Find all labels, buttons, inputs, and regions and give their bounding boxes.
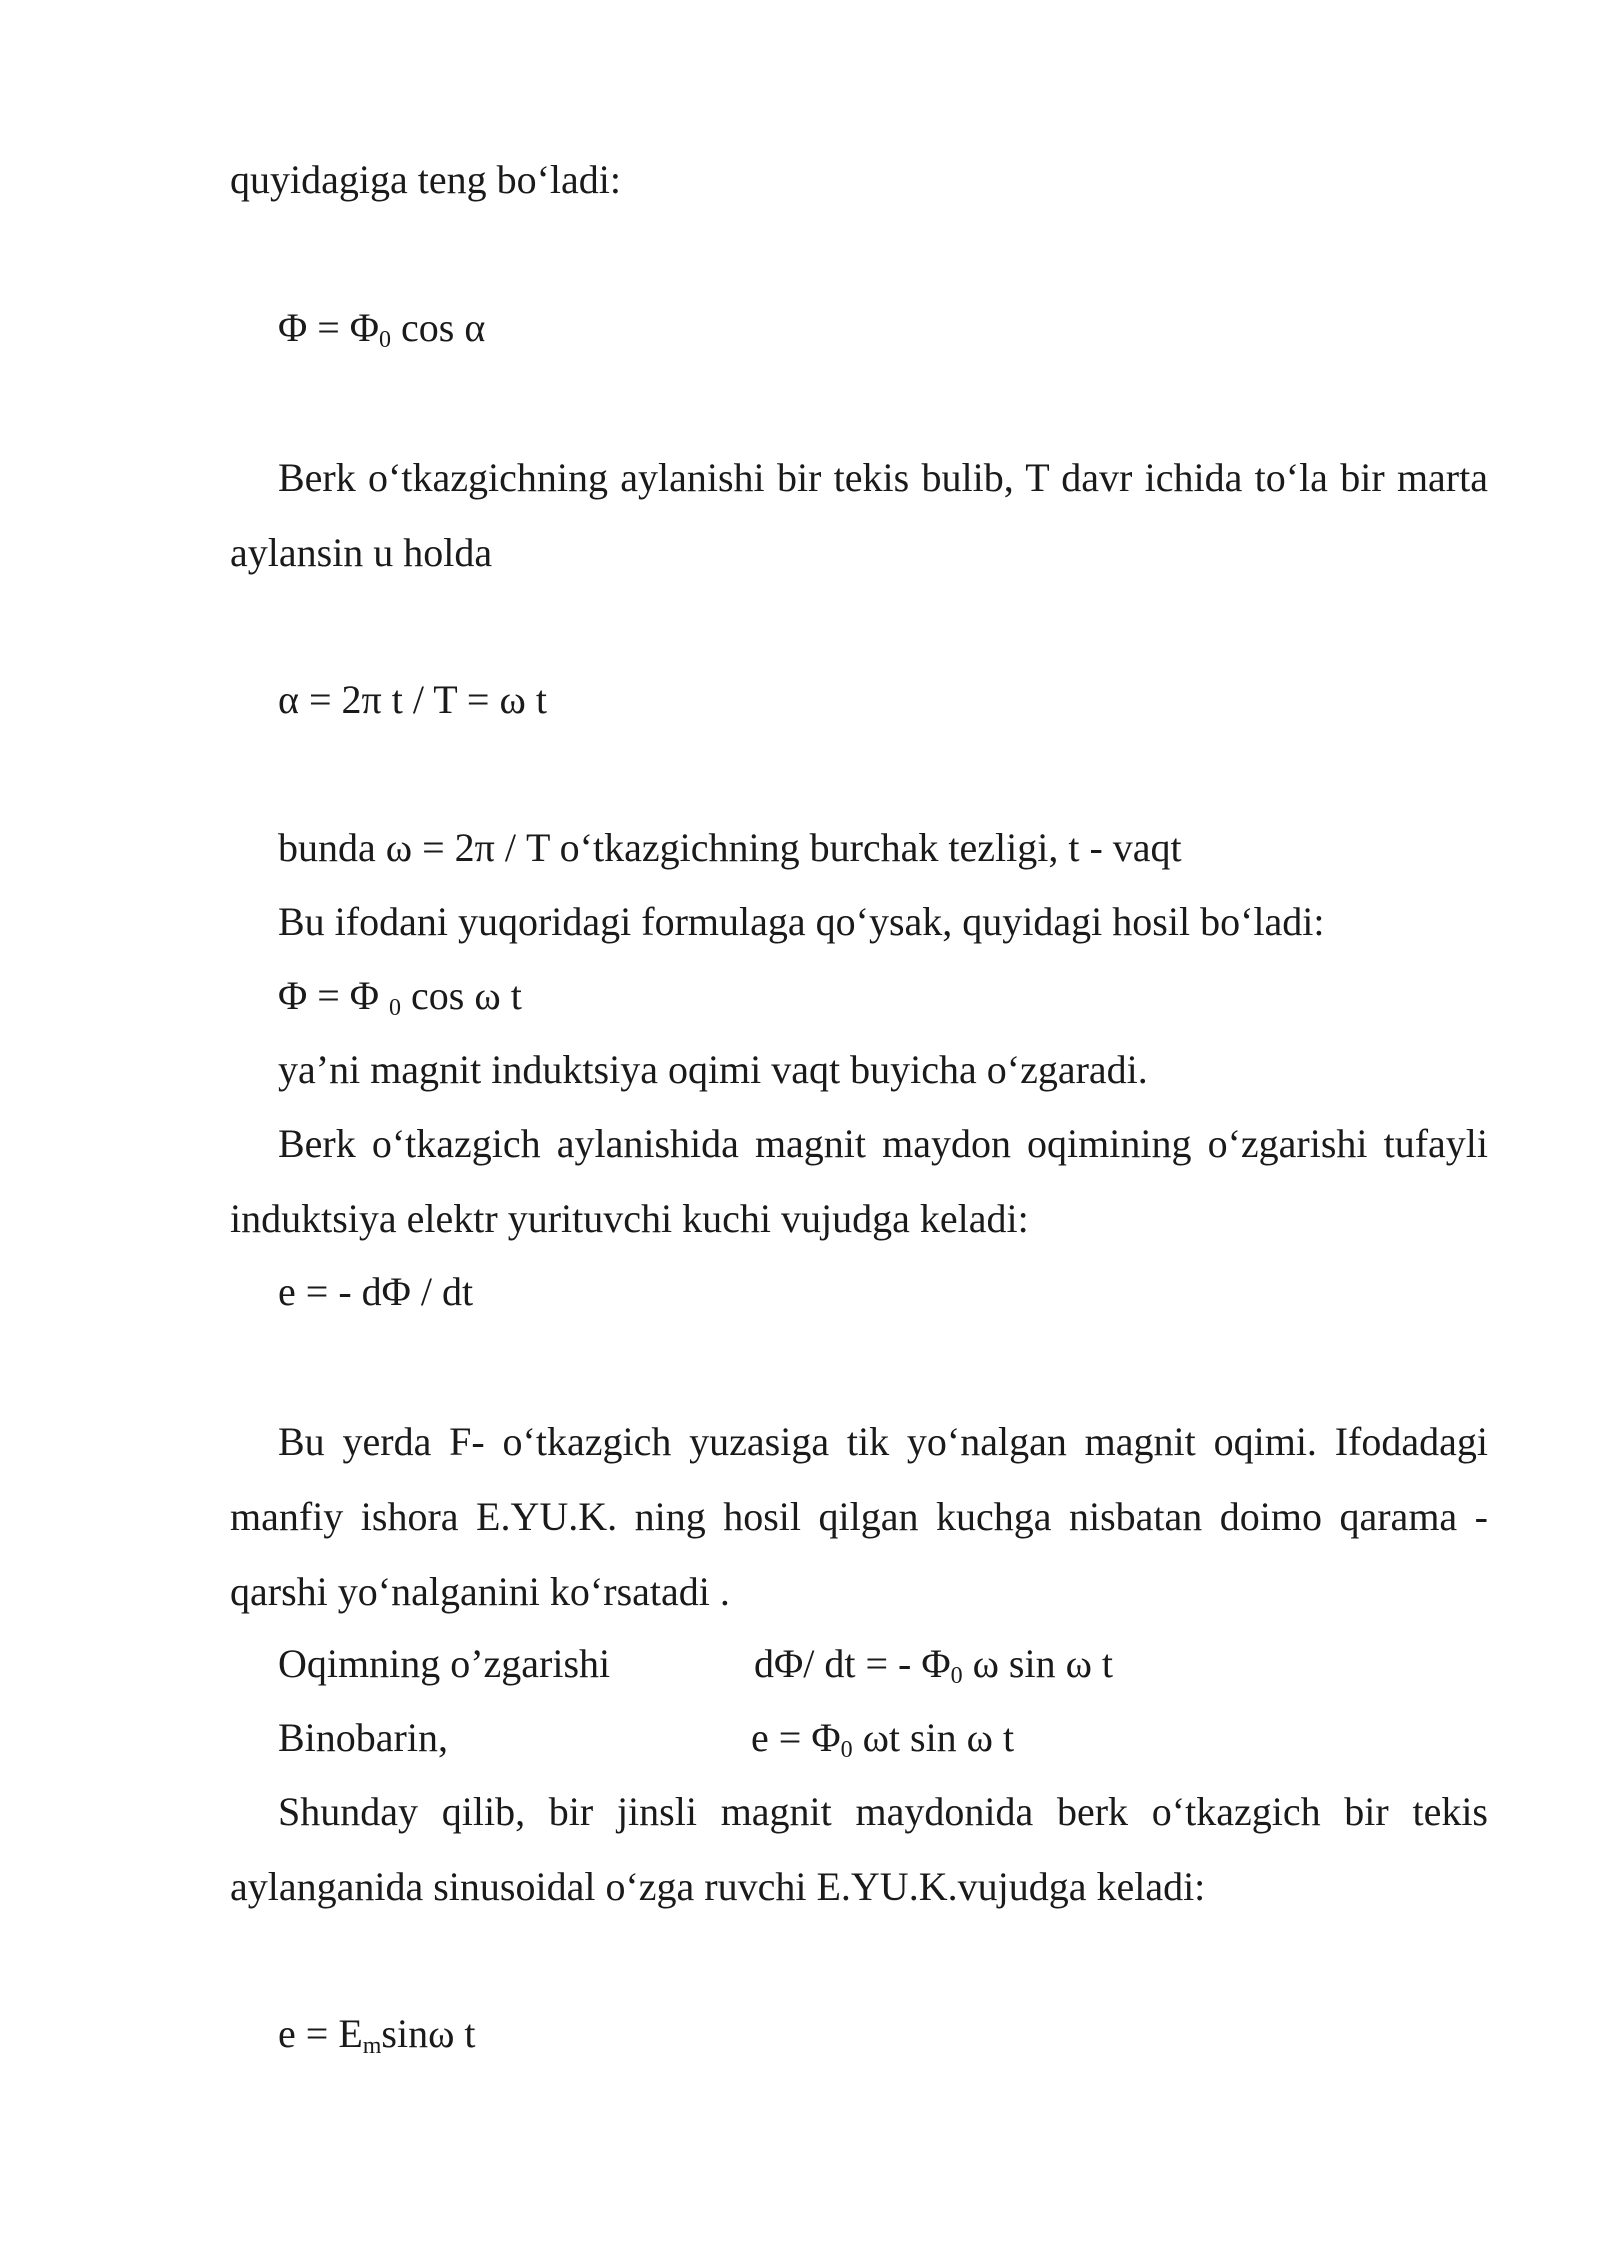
text-line-omega: bunda ω = 2π / T o‘tkazgichning burchak tezligi, t - vaqt <box>278 825 1182 870</box>
formula-part: cos ω t <box>401 973 522 1018</box>
text-line-therefore-label: Binobarin, <box>278 1715 448 1760</box>
formula-part: sinω t <box>381 2011 476 2056</box>
text-line-flux-change-label: Oqimning o’zgarishi <box>278 1641 611 1686</box>
formula-part: e = Φ <box>751 1715 841 1760</box>
formula-part: dΦ/ dt = - Φ <box>754 1641 951 1686</box>
formula-subscript: 0 <box>950 1663 963 1689</box>
text-line-intro: quyidagiga teng bo‘ladi: <box>230 157 622 202</box>
formula-part: cos α <box>391 305 486 350</box>
paragraph-induction: Berk o‘tkazgich aylanishida magnit maydon oqimining o‘zgarishi tufayli induktsiya elektr yurituvchi kuchi vujudga keladi: <box>230 1121 1488 1241</box>
formula-part: ω sin ω t <box>962 1641 1114 1686</box>
formula-flux-cos-alpha <box>278 304 485 352</box>
formula-part: ωt sin ω t <box>852 1715 1015 1760</box>
formula-emf: e = - dΦ / dt <box>278 1269 474 1314</box>
formula-alpha: α = 2π t / T = ω t <box>278 677 547 722</box>
paragraph-conclusion: Shunday qilib, bir jinsli magnit maydonida berk o‘tkazgich bir tekis aylanganida sinusoidal o‘zga ruvchi E.YU.K.vujudga keladi: <box>230 1789 1488 1909</box>
text-line-flux-changes: ya’ni magnit induktsiya oqimi vaqt buyicha o‘zgaradi. <box>278 1047 1148 1092</box>
formula-sinusoidal-emf <box>278 2010 476 2058</box>
paragraph-rotation: Berk o‘tkazgichning aylanishi bir tekis bulib, T davr ichida to‘la bir marta aylansin u holda <box>230 455 1488 575</box>
formula-part: Φ = Φ <box>278 305 380 350</box>
formula-subscript: 0 <box>840 1737 853 1763</box>
formula-part: Φ = Φ <box>278 973 390 1018</box>
formula-part: e = E <box>278 2011 363 2056</box>
formula-subscript: 0 <box>379 327 392 353</box>
paragraph-explanation: Bu yerda F- o‘tkazgich yuzasiga tik yo‘nalgan magnit oqimi. Ifodadagi manfiy ishora E.YU.K. ning hosil qilgan kuchga nisbatan doimo qarama -qarshi yo‘nalganini ko‘rsatadi . <box>230 1419 1488 1614</box>
formula-emf-result <box>751 1714 1014 1762</box>
formula-subscript: m <box>362 2033 382 2059</box>
formula-flux-cos-omega <box>278 972 522 1020</box>
formula-flux-derivative <box>754 1640 1113 1688</box>
formula-subscript: 0 <box>389 995 402 1021</box>
text-line-substitute: Bu ifodani yuqoridagi formulaga qo‘ysak, quyidagi hosil bo‘ladi: <box>278 899 1325 944</box>
